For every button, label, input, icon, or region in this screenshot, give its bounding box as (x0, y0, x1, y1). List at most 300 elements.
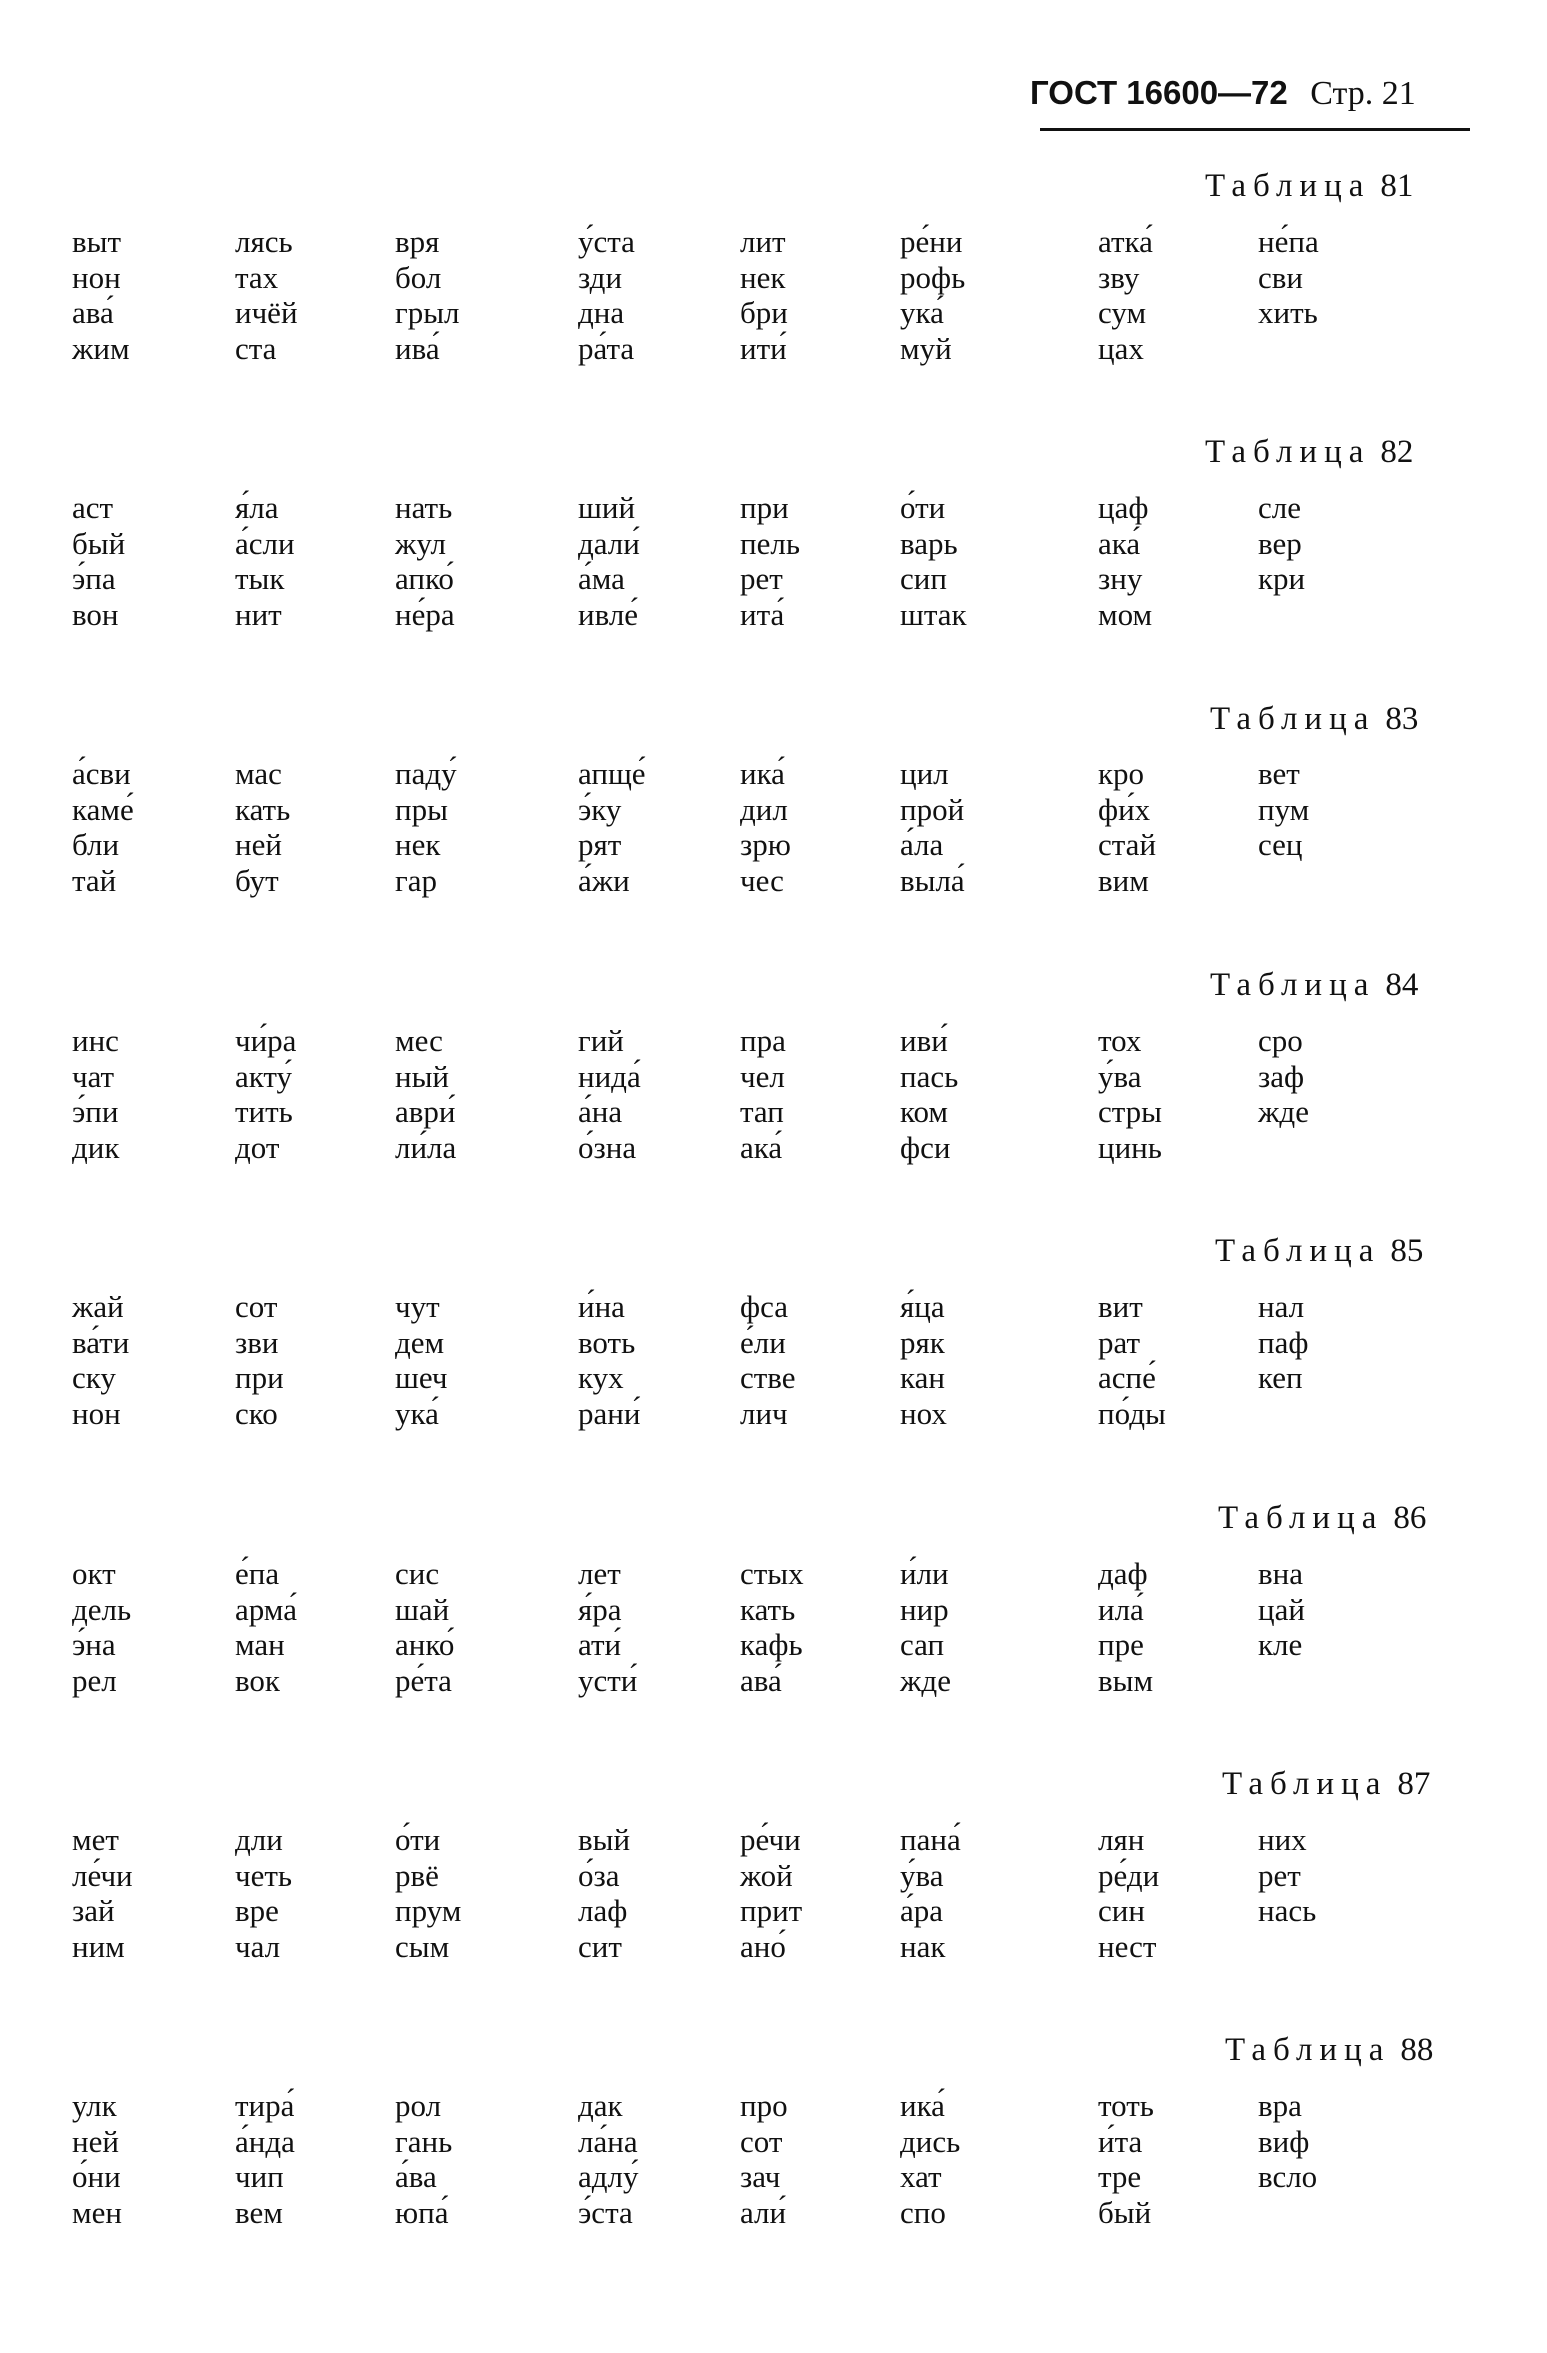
syllable: зну (1098, 561, 1143, 596)
word-column (72, 2088, 122, 2230)
syllable: сум (1098, 295, 1147, 330)
syllable: вит (1098, 1289, 1143, 1324)
syllable: вон (72, 596, 119, 632)
syllable: вна (1258, 1556, 1303, 1591)
word-column (235, 756, 290, 898)
word-column (740, 1556, 804, 1698)
syllable: лян (1098, 1822, 1145, 1857)
syllable: и́на (578, 1289, 625, 1324)
syllable: зач (740, 2159, 781, 2194)
table-title (1215, 1233, 1423, 1270)
syllable: вря (395, 224, 440, 259)
syllable: вый (578, 1822, 631, 1857)
word-table (0, 224, 1547, 374)
syllable: у́ва (900, 1857, 944, 1893)
word-column (395, 1289, 447, 1431)
word-column (900, 2088, 960, 2230)
syllable: у́ва (1098, 1058, 1142, 1094)
syllable: фса (740, 1289, 788, 1324)
syllable: вет (1258, 756, 1300, 791)
syllable: дем (395, 1324, 445, 1360)
syllable: сот (740, 2123, 783, 2159)
syllable: гар (395, 862, 437, 898)
word-column (1098, 1289, 1166, 1431)
syllable: стых (740, 1556, 804, 1591)
syllable: улк (72, 2088, 117, 2123)
syllable: нась (1258, 1893, 1317, 1928)
syllable: вер (1258, 525, 1302, 561)
table-title (1225, 2032, 1433, 2069)
table-label: Таблица (1210, 701, 1376, 737)
word-column (900, 224, 965, 366)
syllable: цах (1098, 330, 1144, 366)
word-column (900, 1556, 951, 1698)
syllable: э́на (72, 1627, 116, 1662)
syllable: прум (395, 1893, 462, 1928)
syllable: мен (72, 2194, 122, 2230)
word-column (1258, 1556, 1305, 1663)
word-column (900, 1289, 947, 1431)
syllable: рят (578, 827, 622, 862)
word-column (1258, 1023, 1309, 1130)
syllable: пре (1098, 1627, 1144, 1662)
syllable: у́ста (578, 224, 635, 259)
syllable: кать (740, 1591, 796, 1627)
syllable: ско (235, 1395, 278, 1431)
syllable: пась (900, 1058, 959, 1094)
syllable: дак (578, 2088, 623, 2123)
syllable: лет (578, 1556, 621, 1591)
syllable: ука́ (900, 295, 944, 330)
word-column (1258, 1289, 1308, 1396)
syllable: чип (235, 2159, 284, 2194)
word-column (235, 1289, 284, 1431)
syllable: не́ра (395, 596, 455, 632)
syllable: кле (1258, 1627, 1303, 1662)
word-table (0, 1556, 1547, 1706)
table-number: 81 (1380, 168, 1414, 204)
syllable: пана́ (900, 1822, 961, 1857)
syllable: вем (235, 2194, 283, 2230)
word-column (395, 490, 455, 632)
word-table (0, 1289, 1547, 1439)
syllable: чал (235, 1928, 281, 1964)
syllable: е́па (235, 1556, 280, 1591)
table-number: 83 (1385, 701, 1419, 737)
syllable: али́ (740, 2194, 787, 2230)
syllable: сец (1258, 827, 1303, 862)
syllable: о́ти (900, 490, 946, 525)
syllable: апще́ (578, 756, 646, 791)
syllable: четь (235, 1857, 293, 1893)
syllable: ила́ (1098, 1591, 1144, 1627)
syllable: э́па (72, 561, 116, 596)
syllable: и́та (1098, 2123, 1143, 2159)
syllable: чи́ра (235, 1023, 297, 1058)
syllable: кать (235, 791, 291, 827)
syllable: пум (1258, 791, 1310, 827)
syllable: ити́ (740, 330, 787, 366)
syllable: рвё (395, 1857, 439, 1893)
word-column (740, 1289, 796, 1431)
word-column (72, 490, 125, 632)
word-column (578, 2088, 639, 2230)
syllable: зву (1098, 259, 1140, 295)
syllable: вра (1258, 2088, 1302, 2123)
syllable: заф (1258, 1058, 1305, 1094)
syllable: а́ла (900, 827, 944, 862)
syllable: мом (1098, 596, 1153, 632)
word-column (395, 2088, 452, 2230)
syllable: кафь (740, 1627, 803, 1662)
syllable: жде (1258, 1094, 1309, 1129)
syllable: аспе́ (1098, 1360, 1156, 1395)
syllable: дли (235, 1822, 283, 1857)
word-column (740, 224, 788, 366)
syllable: бый (72, 525, 126, 561)
syllable: о́за (578, 1857, 620, 1893)
syllable: дот (235, 1129, 280, 1165)
syllable: сап (900, 1627, 945, 1662)
syllable: ва́ти (72, 1324, 130, 1360)
word-column (900, 490, 967, 632)
word-column (1258, 490, 1305, 597)
syllable: стай (1098, 827, 1157, 862)
syllable: жай (72, 1289, 124, 1324)
word-column (235, 1556, 297, 1698)
syllable: а́ва (395, 2159, 437, 2194)
syllable: тох (1098, 1023, 1142, 1058)
syllable: пра (740, 1023, 786, 1058)
word-column (72, 1289, 129, 1431)
syllable: фи́х (1098, 791, 1151, 827)
syllable: ный (395, 1058, 450, 1094)
word-column (900, 1822, 961, 1964)
word-column (72, 756, 134, 898)
syllable: ком (900, 1094, 949, 1129)
syllable: выла́ (900, 862, 965, 898)
syllable: каме́ (72, 791, 134, 827)
syllable: сым (395, 1928, 450, 1964)
syllable: ней (72, 2123, 119, 2159)
syllable: варь (900, 525, 958, 561)
syllable: бри (740, 295, 788, 330)
syllable: зай (72, 1893, 115, 1928)
syllable: цинь (1098, 1129, 1162, 1165)
syllable: муй (900, 330, 952, 366)
syllable: адлу́ (578, 2159, 639, 2194)
syllable: прой (900, 791, 965, 827)
syllable: рани́ (578, 1395, 641, 1431)
syllable: вок (235, 1662, 280, 1698)
syllable: нест (1098, 1928, 1157, 1964)
word-column (235, 2088, 295, 2230)
syllable: нида́ (578, 1058, 641, 1094)
syllable: ива́ (395, 330, 440, 366)
syllable: гань (395, 2123, 453, 2159)
word-column (578, 756, 646, 898)
syllable: арма́ (235, 1591, 297, 1627)
word-column (235, 1023, 296, 1165)
table-title (1205, 434, 1413, 471)
syllable: ика́ (740, 756, 785, 791)
table-label: Таблица (1215, 1233, 1381, 1269)
table-title (1205, 168, 1413, 205)
word-column (578, 1023, 641, 1165)
syllable: сис (395, 1556, 440, 1591)
word-column (72, 1023, 119, 1165)
syllable: и́ли (900, 1556, 949, 1591)
syllable: жул (395, 525, 447, 561)
word-column (740, 1822, 802, 1964)
syllable: дель (72, 1591, 132, 1627)
syllable: инс (72, 1023, 119, 1058)
table-title (1222, 1766, 1430, 1803)
syllable: хат (900, 2159, 942, 2194)
syllable: них (1258, 1822, 1307, 1857)
syllable: атка́ (1098, 224, 1153, 259)
syllable: даф (1098, 1556, 1148, 1591)
syllable: тира́ (235, 2088, 295, 2123)
table-label: Таблица (1205, 168, 1371, 204)
syllable: рет (1258, 1857, 1301, 1893)
syllable: о́зна (578, 1129, 637, 1165)
syllable: мес (395, 1023, 443, 1058)
word-column (72, 224, 130, 366)
syllable: сит (578, 1928, 622, 1964)
syllable: хить (1258, 295, 1318, 330)
word-column (740, 490, 800, 632)
table-label: Таблица (1225, 2032, 1391, 2068)
syllable: нох (900, 1395, 947, 1431)
syllable: я́ра (578, 1591, 622, 1627)
syllable: ава́ (740, 1662, 782, 1698)
word-column (1098, 224, 1153, 366)
syllable: ней (235, 827, 282, 862)
word-column (900, 1023, 958, 1165)
syllable: а́сви (72, 756, 131, 791)
word-column (72, 1822, 133, 1964)
syllable: а́на (578, 1094, 623, 1129)
syllable: цил (900, 756, 949, 791)
syllable: ла́на (578, 2123, 638, 2159)
syllable: э́пи (72, 1094, 119, 1129)
syllable: паду́ (395, 756, 457, 791)
word-table (0, 490, 1547, 640)
syllable: сро (1258, 1023, 1303, 1058)
syllable: чут (395, 1289, 440, 1324)
table-number: 85 (1390, 1233, 1424, 1269)
syllable: тап (740, 1094, 784, 1129)
syllable: тай (72, 862, 117, 898)
syllable: тык (235, 561, 285, 596)
syllable: бол (395, 259, 442, 295)
syllable: стве (740, 1360, 796, 1395)
word-column (578, 224, 635, 366)
syllable: ман (235, 1627, 285, 1662)
table-title (1210, 967, 1418, 1004)
syllable: стры (1098, 1094, 1163, 1129)
syllable: о́ни (72, 2159, 121, 2194)
syllable: а́ра (900, 1893, 944, 1928)
syllable: дали́ (578, 525, 640, 561)
syllable: окт (72, 1556, 116, 1591)
syllable: э́ста (578, 2194, 633, 2230)
syllable: зрю (740, 827, 791, 862)
syllable: е́ли (740, 1324, 786, 1360)
syllable: тре (1098, 2159, 1142, 2194)
syllable: усти́ (578, 1662, 638, 1698)
syllable: лит (740, 224, 786, 259)
syllable: сип (900, 561, 947, 596)
syllable: выт (72, 224, 122, 259)
syllable: мет (72, 1822, 119, 1857)
syllable: аст (72, 490, 114, 525)
syllable: а́нда (235, 2123, 295, 2159)
word-column (395, 1556, 454, 1698)
syllable: а́сли (235, 525, 295, 561)
syllable: дись (900, 2123, 961, 2159)
page-number: Стр. 21 (1310, 75, 1416, 112)
syllable: нир (900, 1591, 949, 1627)
syllable: кан (900, 1360, 945, 1395)
page-header (1030, 74, 1416, 113)
syllable: вим (1098, 862, 1149, 898)
syllable: иви́ (900, 1023, 948, 1058)
table-number: 88 (1400, 2032, 1434, 2068)
syllable: ака́ (740, 1129, 783, 1165)
syllable: рат (1098, 1324, 1141, 1360)
table-number: 82 (1380, 434, 1414, 470)
syllable: син (1098, 1893, 1145, 1928)
syllable: виф (1258, 2123, 1310, 2159)
syllable: грыл (395, 295, 460, 330)
syllable: ака́ (1098, 525, 1141, 561)
word-column (1258, 2088, 1317, 2195)
syllable: воть (578, 1324, 636, 1360)
word-column (578, 490, 640, 632)
word-column (395, 224, 460, 366)
syllable: чел (740, 1058, 785, 1094)
word-column (740, 756, 791, 898)
syllable: ита́ (740, 596, 785, 632)
syllable: анко́ (395, 1627, 455, 1662)
syllable: ре́ни (900, 224, 963, 259)
syllable: ава́ (72, 295, 114, 330)
syllable: мас (235, 756, 282, 791)
table-label: Таблица (1210, 967, 1376, 1003)
syllable: пель (740, 525, 800, 561)
syllable: шай (395, 1591, 450, 1627)
syllable: кух (578, 1360, 624, 1395)
syllable: про (740, 2088, 788, 2123)
word-table (0, 1023, 1547, 1173)
syllable: бый (1098, 2194, 1152, 2230)
syllable: ука́ (395, 1395, 439, 1431)
syllable: акту́ (235, 1058, 293, 1094)
word-column (235, 490, 295, 632)
word-column (1258, 224, 1319, 331)
table-number: 86 (1393, 1500, 1427, 1536)
word-column (1258, 756, 1309, 863)
table-label: Таблица (1218, 1500, 1384, 1536)
word-column (395, 1822, 461, 1964)
table-number: 84 (1385, 967, 1419, 1003)
syllable: шеч (395, 1360, 448, 1395)
word-column (578, 1822, 630, 1964)
syllable: тоть (1098, 2088, 1154, 2123)
syllable: по́ды (1098, 1395, 1166, 1431)
syllable: ста (235, 330, 277, 366)
syllable: нак (900, 1928, 946, 1964)
syllable: ичёй (235, 295, 298, 330)
syllable: аври́ (395, 1094, 456, 1129)
syllable: о́ти (395, 1822, 441, 1857)
syllable: ре́та (395, 1662, 452, 1698)
syllable: зви (235, 1324, 279, 1360)
syllable: бли (72, 827, 120, 862)
syllable: кри (1258, 561, 1306, 596)
syllable: ати́ (578, 1627, 622, 1662)
word-column (1258, 1822, 1316, 1929)
syllable: ле́чи (72, 1857, 133, 1893)
syllable: нит (235, 596, 282, 632)
syllable: сви (1258, 259, 1303, 295)
word-table (0, 1822, 1547, 1972)
word-column (235, 1822, 292, 1964)
syllable: ли́ла (395, 1129, 457, 1165)
syllable: сот (235, 1289, 278, 1324)
syllable: апко́ (395, 561, 454, 596)
syllable: кро (1098, 756, 1145, 791)
word-column (1098, 1023, 1162, 1165)
syllable: рел (72, 1662, 117, 1698)
syllable: ивле́ (578, 596, 639, 632)
standard-number: ГОСТ 16600—72 (1030, 74, 1288, 111)
syllable: пры (395, 791, 448, 827)
syllable: ика́ (900, 2088, 945, 2123)
syllable: тах (235, 259, 279, 295)
word-column (740, 1023, 786, 1165)
syllable: чат (72, 1058, 115, 1094)
word-column (740, 2088, 788, 2230)
syllable: гий (578, 1023, 624, 1058)
syllable: тить (235, 1094, 293, 1129)
syllable: цай (1258, 1591, 1305, 1627)
syllable: нон (72, 259, 121, 295)
syllable: ре́ди (1098, 1857, 1160, 1893)
word-column (900, 756, 965, 898)
syllable: цаф (1098, 490, 1149, 525)
table-title (1218, 1500, 1426, 1537)
syllable: при (740, 490, 789, 525)
header-rule (1040, 128, 1470, 131)
syllable: дна (578, 295, 625, 330)
syllable: рофь (900, 259, 966, 295)
syllable: лаф (578, 1893, 628, 1928)
syllable: рол (395, 2088, 442, 2123)
syllable: вым (1098, 1662, 1154, 1698)
syllable: бут (235, 862, 279, 898)
table-label: Таблица (1205, 434, 1371, 470)
syllable: нать (395, 490, 453, 525)
syllable: паф (1258, 1324, 1309, 1360)
word-column (1098, 1556, 1153, 1698)
syllable: прит (740, 1893, 803, 1928)
syllable: ре́чи (740, 1822, 801, 1857)
syllable: ску (72, 1360, 116, 1395)
word-column (1098, 1822, 1159, 1964)
